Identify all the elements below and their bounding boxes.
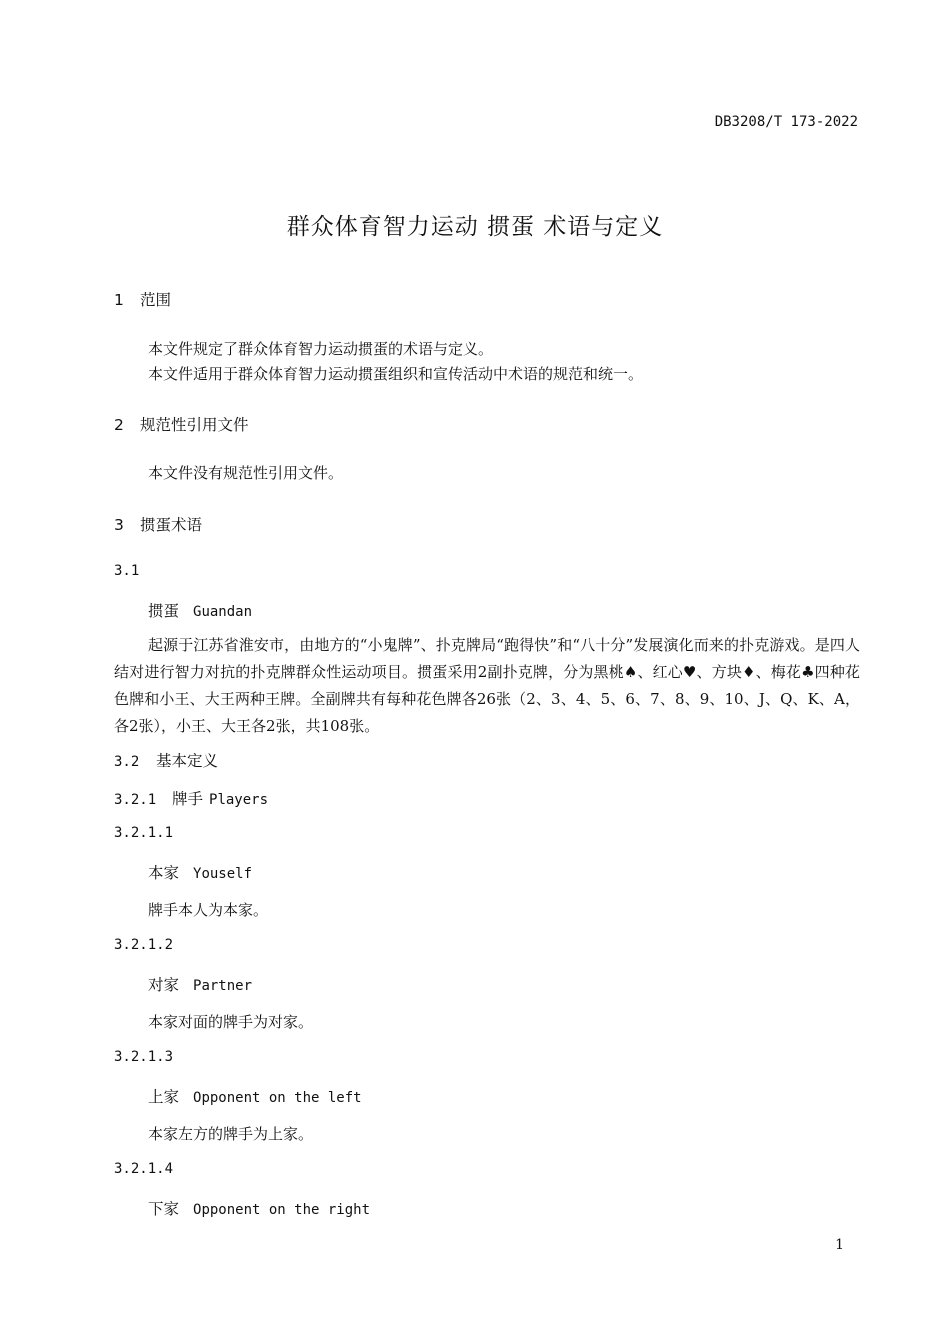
term-chinese: 下家 (148, 1200, 180, 1218)
clause-number-3-2-1-2: 3.2.1.2 (114, 937, 174, 953)
term-definition-opponent-left: 本家左方的牌手为上家。 (148, 1125, 314, 1143)
term-chinese: 掼蛋 (148, 602, 180, 620)
references-paragraph: 本文件没有规范性引用文件。 (148, 464, 344, 482)
term-chinese: 对家 (148, 976, 180, 994)
scope-paragraph-1: 本文件规定了群众体育智力运动掼蛋的术语与定义。 (148, 340, 494, 358)
clause-heading-3-2-1 (114, 787, 268, 809)
term-english: Opponent on the left (193, 1090, 362, 1106)
section-number: 1 (114, 291, 124, 309)
clause-title-cn: 牌手 (172, 790, 204, 808)
page-number: 1 (835, 1237, 844, 1253)
term-english: Youself (193, 866, 253, 882)
clause-number-3-2-1-1: 3.2.1.1 (114, 825, 174, 841)
section-number: 3 (114, 516, 124, 534)
clause-number-3-2-1-3: 3.2.1.3 (114, 1049, 174, 1065)
section-title: 掼蛋术语 (140, 516, 203, 534)
term-english: Partner (193, 978, 253, 994)
clause-number-3-2-1-4: 3.2.1.4 (114, 1161, 174, 1177)
clause-heading-3-2 (114, 749, 218, 771)
term-youself (148, 861, 252, 883)
scope-paragraph-2: 本文件适用于群众体育智力运动掼蛋组织和宣传活动中术语的规范和统一。 (148, 365, 644, 383)
term-guandan (148, 599, 252, 621)
section-heading-terms (114, 513, 202, 535)
section-title: 范围 (140, 291, 172, 309)
document-number: DB3208/T 173-2022 (714, 114, 858, 130)
clause-title: 基本定义 (156, 752, 219, 770)
term-chinese: 本家 (148, 864, 180, 882)
term-english: Guandan (193, 604, 253, 620)
term-chinese: 上家 (148, 1088, 180, 1106)
term-opponent-right (148, 1197, 370, 1219)
page-title: 群众体育智力运动 掼蛋 术语与定义 (286, 214, 664, 240)
term-definition-partner: 本家对面的牌手为对家。 (148, 1013, 314, 1031)
term-opponent-left (148, 1085, 362, 1107)
section-number: 2 (114, 416, 124, 434)
term-definition-guandan: 起源于江苏省淮安市，由地方的“小鬼牌”、扑克牌局“跑得快”和“八十分”发展演化而来的扑克游戏。是四人结对进行智力对抗的扑克牌群众性运动项目。掼蛋采用2副扑克牌，分为黑桃♠、红心♥、方块♦、梅花♣四种花色牌和小王、大王两种王牌。全副牌共有每种花色牌各26张（2、3、4、5、6、7、8、9、10、J、Q、K、A，各2张），小王、大王各2张，共108张。 (114, 636, 860, 735)
section-heading-normative-references (114, 413, 249, 435)
section-title: 规范性引用文件 (140, 416, 249, 434)
clause-title-en: Players (209, 792, 269, 808)
section-heading-scope (114, 288, 171, 310)
clause-number: 3.2.1 (114, 792, 157, 808)
term-english: Opponent on the right (193, 1202, 371, 1218)
clause-number-3-1: 3.1 (114, 563, 140, 579)
term-definition-youself: 牌手本人为本家。 (148, 901, 269, 919)
term-partner (148, 973, 252, 995)
clause-number: 3.2 (114, 754, 140, 770)
